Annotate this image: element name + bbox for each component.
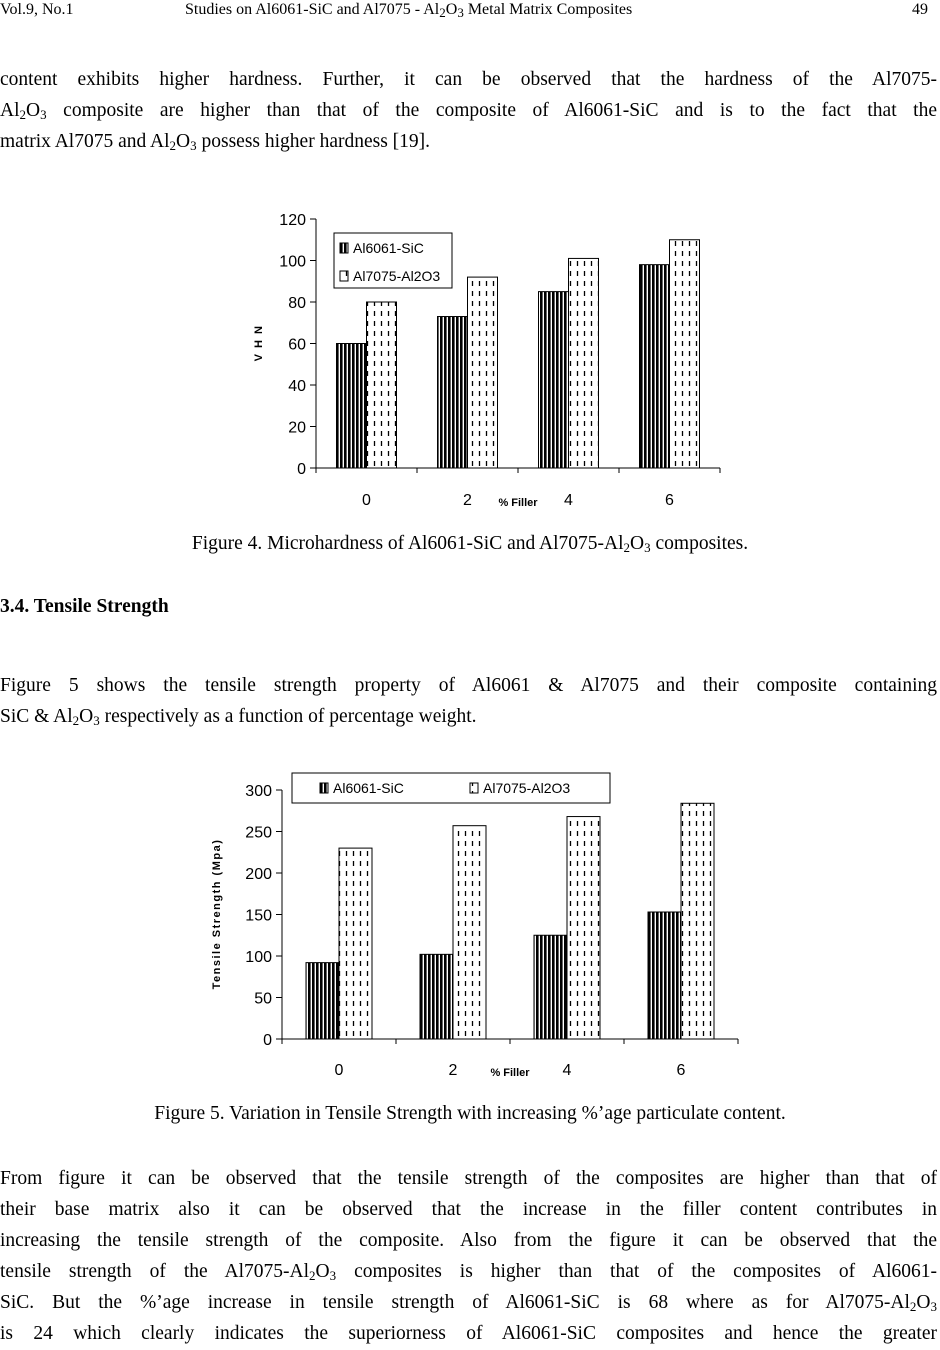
header-title: Studies on Al6061-SiC and $Al7075 - Al_2O_3$ Metal Matrix Composites bbox=[185, 1, 633, 20]
x-tick-label: 0 bbox=[362, 492, 371, 509]
bar-al7075-al2o3 bbox=[569, 258, 599, 468]
figure-4-caption: Figure 4. Microhardness of Al6061-SiC and $Al7075-Al_2O_3$ composites. bbox=[191, 533, 749, 555]
text-line: From figure it can be observed that the tensile strength of the composites are higher than that of bbox=[0, 1168, 937, 1189]
text-line: their base matrix also it can be observed that the increase in the filler content contributes in bbox=[0, 1199, 937, 1220]
bar-al6061-sic bbox=[640, 265, 670, 468]
y-tick-label: 0 bbox=[263, 1032, 272, 1049]
x-axis-label: % Filler bbox=[498, 497, 538, 509]
header-volume: Vol.9, No.1 bbox=[0, 1, 74, 18]
bar-al6061-sic bbox=[534, 935, 567, 1039]
y-tick-label: 60 bbox=[288, 336, 306, 354]
bar-al6061-sic bbox=[438, 317, 468, 468]
text-line: is 24 which clearly indicates the superiorness of Al6061-SiC composites and hence the greater bbox=[0, 1323, 937, 1344]
y-tick-label: 20 bbox=[288, 419, 306, 437]
x-axis-label: % Filler bbox=[490, 1067, 530, 1079]
legend-entry: Al7075-Al2O3 bbox=[483, 780, 571, 796]
legend-swatch bbox=[320, 783, 328, 793]
bar-al7075-al2o3 bbox=[567, 817, 600, 1039]
text-line: Figure 5 shows the tensile strength property of Al6061 & Al7075 and their composite containing bbox=[0, 675, 937, 696]
y-tick-label: 250 bbox=[245, 824, 272, 842]
paragraph-tensile-discussion bbox=[0, 1163, 937, 1349]
x-tick-label: 2 bbox=[448, 1062, 458, 1079]
text-line: $Al_2O_3$ composite are higher than that of the composite of Al6061-SiC and is to the fact that the bbox=[0, 100, 938, 122]
figure-5-chart bbox=[0, 760, 940, 1090]
y-tick-label: 100 bbox=[279, 253, 306, 271]
bar-al7075-al2o3 bbox=[468, 277, 498, 468]
y-tick-label: 40 bbox=[288, 378, 306, 395]
y-tick-label: 80 bbox=[288, 295, 306, 312]
y-tick-label: 100 bbox=[245, 949, 272, 966]
paragraph-tensile-intro bbox=[0, 670, 937, 732]
bar-al6061-sic bbox=[420, 954, 453, 1039]
legend-entry: Al7075-Al2O3 bbox=[353, 268, 441, 284]
y-tick-label: 200 bbox=[245, 866, 272, 883]
text-line: matrix Al7075 and $Al_2O_3$ possess higher hardness [19]. bbox=[0, 131, 431, 153]
y-axis-label: V H N bbox=[253, 324, 265, 362]
x-tick-label: 0 bbox=[334, 1062, 344, 1079]
bar-al7075-al2o3 bbox=[681, 803, 714, 1039]
bar-al7075-al2o3 bbox=[670, 240, 700, 468]
y-tick-label: 150 bbox=[245, 907, 272, 925]
section-heading: 3.4. Tensile Strength bbox=[0, 596, 169, 617]
y-tick-label: 0 bbox=[297, 461, 306, 478]
header-page-number: 49 bbox=[912, 1, 928, 18]
paragraph-hardness bbox=[0, 64, 937, 157]
x-tick-label: 6 bbox=[665, 492, 674, 509]
x-tick-label: 4 bbox=[564, 492, 573, 509]
text-line: tensile strength of the $Al7075-Al_2O_3$ composites is higher than that of the composites of Al6061- bbox=[0, 1261, 937, 1283]
legend-entry: Al6061-SiC bbox=[333, 780, 404, 796]
legend-swatch bbox=[470, 783, 478, 793]
running-header bbox=[0, 0, 940, 24]
legend-entry: Al6061-SiC bbox=[353, 240, 424, 256]
bar-al7075-al2o3 bbox=[367, 302, 397, 468]
figure-4-chart bbox=[0, 200, 940, 520]
text-line: SiC & $Al_2O_3$ respectively as a function of percentage weight. bbox=[0, 706, 477, 728]
bar-al6061-sic bbox=[539, 292, 569, 468]
bar-al6061-sic bbox=[648, 912, 681, 1039]
text-line: increasing the tensile strength of the composite. Also from the figure it can be observed that the bbox=[0, 1230, 937, 1251]
y-axis-label: Tensile Strength (Mpa) bbox=[211, 838, 223, 990]
y-tick-label: 300 bbox=[245, 783, 272, 800]
text-line: content exhibits higher hardness. Further, it can be observed that the hardness of the Al7075- bbox=[0, 69, 937, 90]
x-tick-label: 4 bbox=[562, 1062, 572, 1079]
y-tick-label: 50 bbox=[254, 990, 272, 1008]
legend-swatch bbox=[340, 243, 348, 253]
legend-swatch bbox=[340, 271, 348, 281]
y-tick-label: 120 bbox=[279, 212, 306, 229]
bar-al6061-sic bbox=[306, 963, 339, 1039]
bar-al7075-al2o3 bbox=[339, 848, 372, 1039]
x-tick-label: 6 bbox=[676, 1062, 686, 1079]
figure-5-caption: Figure 5. Variation in Tensile Strength with increasing %’age particulate content. bbox=[154, 1103, 786, 1124]
bar-al7075-al2o3 bbox=[453, 826, 486, 1039]
bar-al6061-sic bbox=[337, 344, 367, 469]
text-line: SiC. But the %’age increase in tensile strength of Al6061-SiC is 68 where as for $Al7075-Al_2O_3$ bbox=[0, 1292, 937, 1314]
x-tick-label: 2 bbox=[463, 492, 472, 509]
